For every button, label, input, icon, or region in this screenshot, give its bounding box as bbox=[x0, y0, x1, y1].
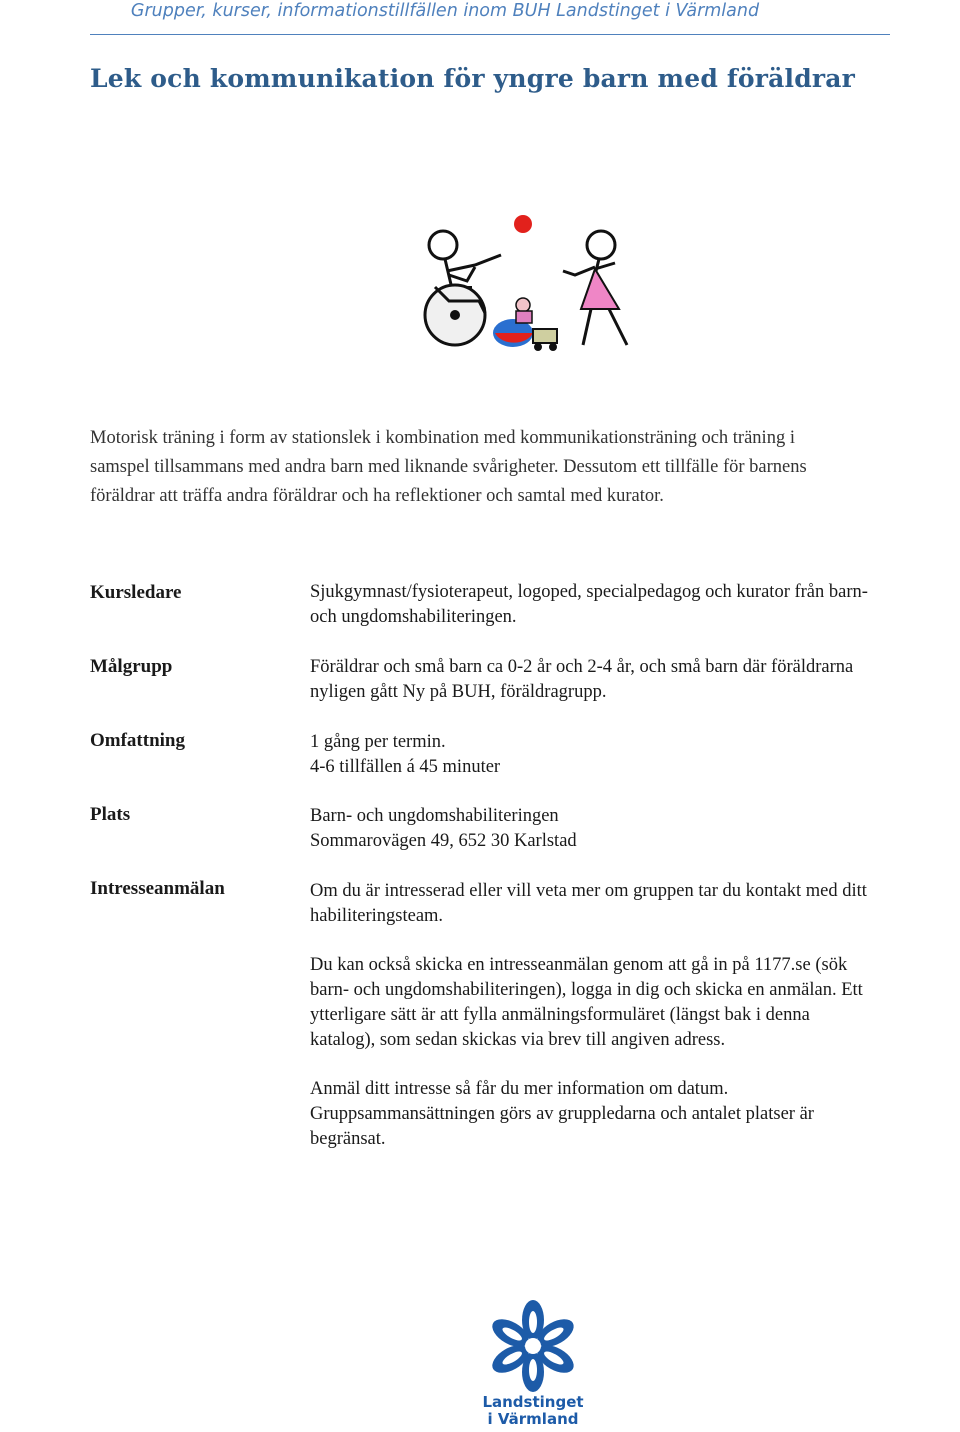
logo-wordmark bbox=[478, 1394, 588, 1428]
value-malgrupp bbox=[310, 655, 960, 705]
value-omfattning bbox=[310, 730, 960, 780]
value-line: Du kan också skicka en intresseanmälan genom att gå in på 1177.se (sök bbox=[310, 955, 848, 975]
label-plats: Plats bbox=[90, 804, 131, 825]
value-line: ytterligare sätt är att fylla anmälningsformuläret (längst bak i denna bbox=[310, 1005, 810, 1025]
header-rule bbox=[90, 34, 890, 35]
label-intresseanmalan: Intresseanmälan bbox=[90, 878, 225, 899]
value-line: 4-6 tillfällen á 45 minuter bbox=[310, 757, 501, 777]
value-line: Om du är intresserad eller vill veta mer om gruppen tar du kontakt med ditt bbox=[310, 881, 867, 901]
value-line: Gruppsammansättningen görs av gruppledarna och antalet platser är bbox=[310, 1104, 814, 1124]
page-title: Lek och kommunikation för yngre barn med föräldrar bbox=[90, 64, 856, 93]
intro-line: föräldrar att träffa andra föräldrar och ha reflektioner och samtal med kurator. bbox=[90, 486, 664, 506]
intro-line: samspel tillsammans med andra barn med liknande svårigheter. Dessutom ett tillfälle för barnens bbox=[90, 457, 807, 477]
logo-line: i Värmland bbox=[487, 1410, 579, 1428]
value-line: begränsat. bbox=[310, 1129, 386, 1149]
illustration-wheelchair-play-icon bbox=[415, 205, 645, 365]
value-line: 1 gång per termin. bbox=[310, 732, 446, 752]
value-line: Sommarovägen 49, 652 30 Karlstad bbox=[310, 831, 577, 851]
value-line: Anmäl ditt intresse så får du mer information om datum. bbox=[310, 1079, 729, 1099]
value-line: katalog), som sedan skickas via brev till angiven adress. bbox=[310, 1030, 726, 1050]
value-line: habiliteringsteam. bbox=[310, 906, 444, 926]
label-omfattning: Omfattning bbox=[90, 730, 185, 751]
logo-line: Landstinget bbox=[482, 1393, 584, 1411]
value-intresseanmalan-p1 bbox=[310, 879, 960, 929]
value-line: Sjukgymnast/fysioterapeut, logoped, specialpedagog och kurator från barn- bbox=[310, 582, 868, 602]
value-kursledare bbox=[310, 580, 960, 630]
intro-line: Motorisk träning i form av stationslek i kombination med kommunikationsträning och träning i bbox=[90, 428, 795, 448]
value-line: Föräldrar och små barn ca 0-2 år och 2-4 år, och små barn där föräldrarna bbox=[310, 657, 854, 677]
value-line: barn- och ungdomshabiliteringen), logga in dig och skicka en anmälan. Ett bbox=[310, 980, 863, 1000]
value-line: Barn- och ungdomshabiliteringen bbox=[310, 806, 559, 826]
intro-paragraph bbox=[90, 424, 930, 511]
label-malgrupp: Målgrupp bbox=[90, 656, 173, 677]
page-header bbox=[0, 0, 960, 36]
value-intresseanmalan-p3 bbox=[310, 1077, 960, 1152]
label-kursledare: Kursledare bbox=[90, 582, 182, 603]
value-intresseanmalan-p2 bbox=[310, 953, 960, 1053]
value-plats bbox=[310, 804, 960, 854]
value-line: och ungdomshabiliteringen. bbox=[310, 607, 517, 627]
value-line: nyligen gått Ny på BUH, föräldragrupp. bbox=[310, 682, 607, 702]
landstinget-star-logo-icon bbox=[484, 1300, 582, 1392]
running-title: Grupper, kurser, informationstillfällen inom BUH Landstinget i Värmland bbox=[130, 1, 760, 21]
